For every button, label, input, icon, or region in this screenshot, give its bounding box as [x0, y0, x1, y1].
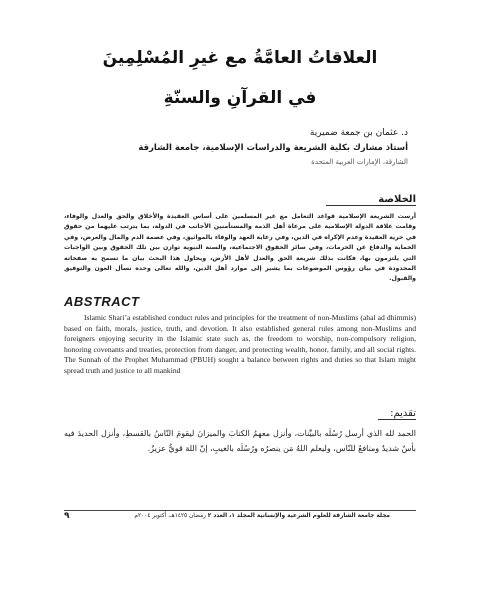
introduction-paragraph: الحمد لله الذي أرسل رُسُلَه بالبيِّنات، وأنزل معهمُ الكتابَ والميزانَ ليقومَ النّاسُ بالقسطِ، وأنزل الحديدَ فيه بأسٌ شديدٌ ومنافعُ للنّاس، وليعلم اللهُ مَن ينصرُه ورُسُلَه بالغيبِ، إنّ اللهَ قويٌّ عزيزٌ. [64, 429, 416, 453]
page-number: ٩ [64, 511, 70, 521]
footer-divider [64, 510, 416, 511]
author-location: الشارقة، الإمارات العربية المتحدة [311, 158, 408, 166]
author-name: د. عثمان بن جمعة ضميرية [309, 128, 408, 138]
article-title-line-1: العلاقاتُ العامَّةُ مع غيرِ المُسْلِمِينَ [102, 48, 378, 68]
abstract-paragraph: Islamic Shari’a established conduct rules and principles for the treatment of non-Muslims (ahal ad dhimmis) based on faith, morals, justice, truth, and devotion. It also established general rules among non-Muslims and foreigners enjoying security in the Islamic state such as, the freedom to worship, non-compulsory religion, honoring covenants and treaties, protection from danger, and protecting wealth, honor, family, and all social rights. The Sunnah of the Prophet Muhammad (PBUH) sought a balance between rights and duties so that Islam might spread truth and justice to all mankind [64, 313, 416, 375]
introduction-heading: تقديم: [390, 408, 416, 419]
summary-divider [326, 205, 416, 206]
author-affiliation: أستاذ مشارك بكلية الشريعة والدراسات الإسلامية، جامعة الشارقة [138, 143, 408, 153]
abstract-heading: ABSTRACT [64, 294, 140, 309]
introduction-divider [378, 419, 416, 420]
article-title-line-2: في القرآنِ والسنّةِ [163, 88, 317, 108]
summary-heading: الخلاصة [378, 194, 416, 205]
arabic-summary-paragraph: أرست الشريعة الإسلامية قواعد التعامل مع غير المسلمين على أساس العقيدة والأخلاق والحق والعدل والوفاء، وقامت علاقة الدولة الإسلامية على مرعاة أهل الذمة والمستأمنين الأجانب في الدولة، بما يترتب عليهما من حقوق في حرية العقيدة وعدم الإكراه في الدين، وفي رعاية العهد والوفاء بالمواثيق، وفي عصمة الدم والمال والعرض، وفي الحماية والدفاع عن الحرمات، وفي سائر الحقوق الاجتماعية، والسنة النبوية توازن بين تلك الحقوق وبين الواجبات التي يلتزمون بها، فكانت بذلك شريعة الحق والعدل لأهل الأرض، ويحاول هذا البحث بيان ما تسمح به صفحاته المحدودة في بيان رؤوس الموضوعات بما يشير إلى موارد أهل الدين، والله تعالى وحده نسأل العون والتوفيق والقبول. [64, 213, 416, 283]
journal-citation: مجلة جامعة الشارقة للعلوم الشرعية والإنسانية المجلد ١، العدد ٢ [207, 513, 390, 519]
issue-date: رمضان ١٤٢٥هـ، أكتوبر ٢٠٠٤م [134, 513, 206, 519]
